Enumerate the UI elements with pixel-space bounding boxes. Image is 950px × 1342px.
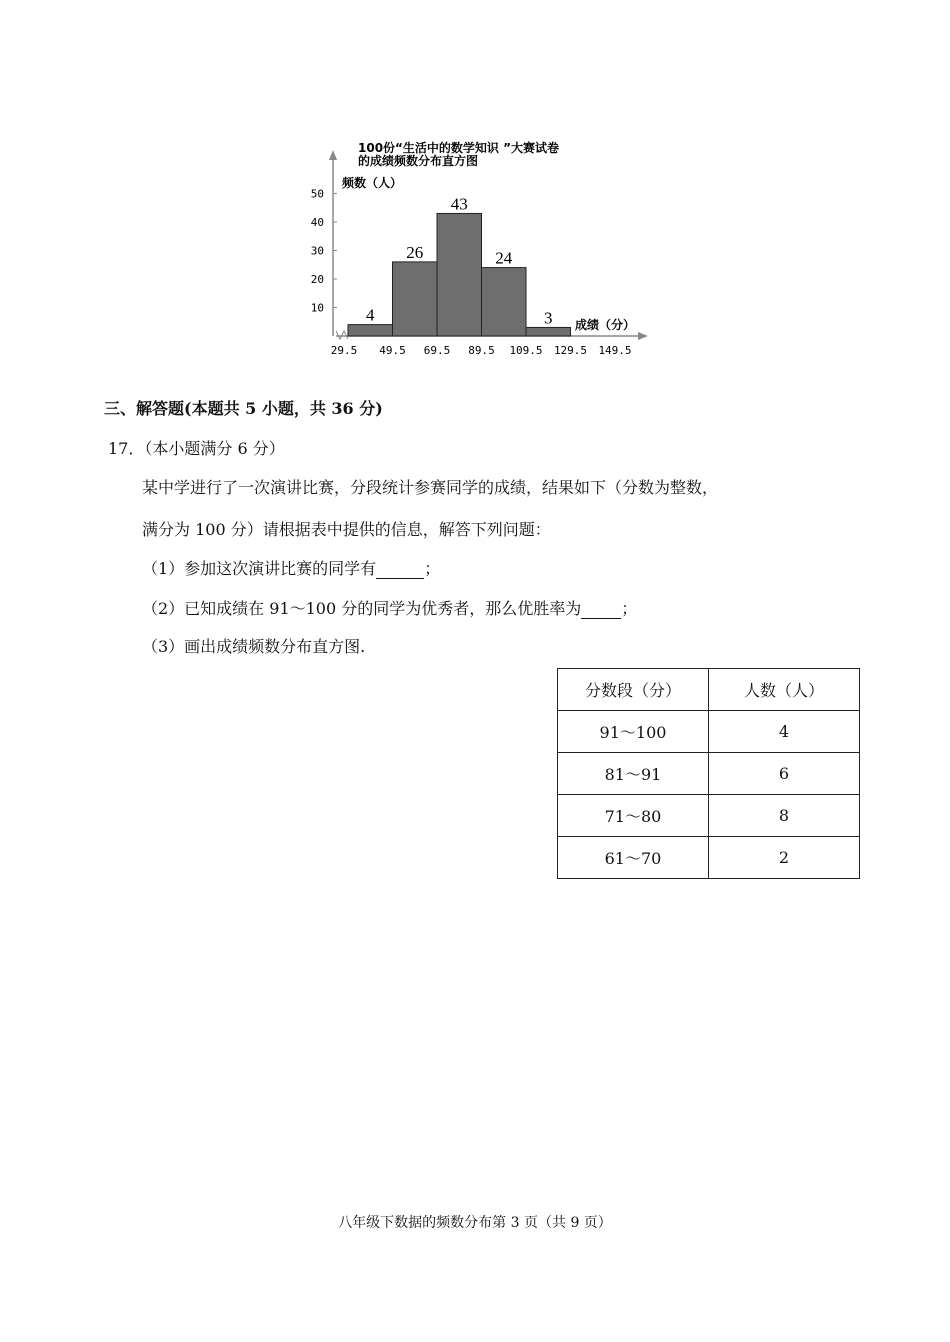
bar-value-label: 3 <box>544 308 553 328</box>
table-cell: 61～70 <box>558 837 709 879</box>
x-tick-label: 129.5 <box>553 344 588 357</box>
table-row <box>558 753 860 795</box>
axis-break-mark <box>336 331 348 339</box>
subquestion-2 <box>142 596 637 619</box>
histogram-bar <box>526 327 571 336</box>
section-heading: 三、解答题(本题共 5 小题，共 36 分) <box>104 399 383 418</box>
table-header-cell: 分数段（分） <box>558 669 709 711</box>
table-cell: 71～80 <box>558 795 709 837</box>
y-axis-label: 频数（人） <box>342 176 403 190</box>
table-header-cell: 人数（人） <box>709 669 860 711</box>
x-tick-label: 49.5 <box>379 344 406 357</box>
question-17-number: 17．（本小题满分 6 分） <box>108 439 285 458</box>
table-row <box>558 837 860 879</box>
x-axis-label: 成绩（分） <box>575 318 636 332</box>
x-tick-label: 69.5 <box>423 344 451 357</box>
histogram-bar <box>348 325 393 336</box>
table-cell: 91～100 <box>558 711 709 753</box>
answer-blank-1[interactable] <box>376 564 424 579</box>
x-tick-label: 89.5 <box>468 344 495 357</box>
histogram-svg <box>300 132 660 362</box>
x-tick-label: 149.5 <box>598 344 632 357</box>
histogram-chart <box>300 132 660 362</box>
y-tick-label: 10 <box>310 301 324 315</box>
answer-blank-2[interactable] <box>581 604 621 619</box>
bar-value-label: 26 <box>406 242 424 262</box>
x-axis-arrow <box>638 332 648 340</box>
chart-title-line1: 100份“生活中的数学知识 ”大赛试卷 <box>358 141 560 155</box>
subquestion-2-end: ； <box>621 599 638 618</box>
y-tick-label: 50 <box>310 187 324 201</box>
question-stem-line2: 满分为 100 分）请根据表中提供的信息，解答下列问题： <box>142 520 551 539</box>
bar-value-label: 4 <box>366 305 375 325</box>
score-table-wrap <box>557 668 860 879</box>
bar-value-label: 43 <box>450 194 468 214</box>
bar-value-label: 24 <box>495 248 513 268</box>
y-tick-label: 40 <box>310 216 324 229</box>
subquestion-1-end: ； <box>424 559 441 578</box>
subquestion-1-text: （1）参加这次演讲比赛的同学有 <box>142 559 377 578</box>
table-row <box>558 711 860 753</box>
subquestion-2-text: （2）已知成绩在 91～100 分的同学为优秀者，那么优胜率为 <box>142 599 582 618</box>
table-cell: 8 <box>709 795 860 837</box>
x-tick-label: 109.5 <box>509 344 543 357</box>
y-tick-label: 20 <box>310 273 324 286</box>
table-cell: 4 <box>709 711 860 753</box>
y-tick-label: 30 <box>310 244 324 258</box>
page-footer: 八年级下数据的频数分布第 3 页（共 9 页） <box>338 1215 612 1231</box>
table-cell: 2 <box>709 837 860 879</box>
table-header-row <box>558 669 860 711</box>
subquestion-1 <box>142 556 440 579</box>
chart-title-line2: 的成绩频数分布直方图 <box>358 154 479 168</box>
table-row <box>558 795 860 837</box>
score-table <box>557 668 860 879</box>
x-tick-label: 29.5 <box>330 344 358 357</box>
y-axis-arrow <box>329 150 337 160</box>
table-cell: 81～91 <box>558 753 709 795</box>
histogram-bar <box>437 213 482 336</box>
histogram-bar <box>482 268 527 336</box>
question-stem-line1: 某中学进行了一次演讲比赛，分段统计参赛同学的成绩，结果如下（分数为整数， <box>142 478 719 497</box>
table-cell: 6 <box>709 753 860 795</box>
subquestion-3: （3）画出成绩频数分布直方图. <box>142 637 366 656</box>
histogram-bar <box>393 262 438 336</box>
